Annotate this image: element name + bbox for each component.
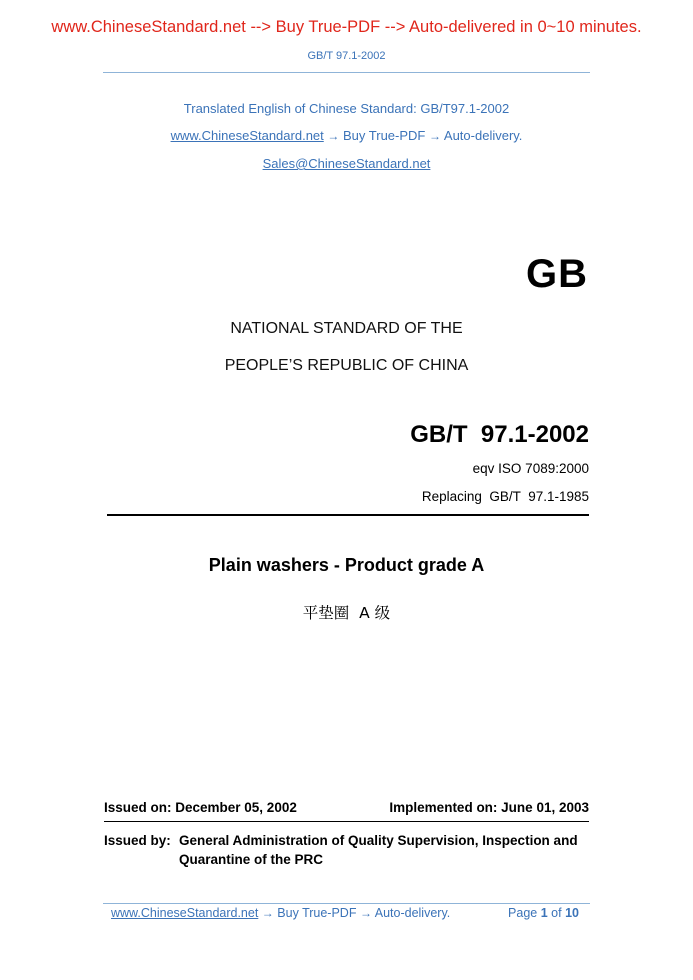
footer-divider bbox=[103, 903, 590, 904]
issued-by-line2: Quarantine of the PRC bbox=[179, 852, 324, 867]
dates-divider bbox=[104, 821, 589, 822]
national-standard-line2: PEOPLE’S REPUBLIC OF CHINA bbox=[224, 357, 469, 374]
document-title-chinese: 平垫圈 A 级 bbox=[302, 604, 391, 622]
document-title: Plain washers - Product grade A bbox=[208, 555, 485, 575]
issued-on-date: Issued on: December 05, 2002 bbox=[104, 800, 297, 815]
issued-by-line1: General Administration of Quality Supervision, Inspection and bbox=[179, 833, 578, 848]
auto-delivery-text: Auto-delivery. bbox=[443, 128, 523, 143]
issued-by-label: Issued by: bbox=[104, 833, 171, 848]
footer-site-link[interactable]: www.ChineseStandard.net bbox=[111, 906, 259, 920]
national-standard-line1: NATIONAL STANDARD OF THE bbox=[230, 320, 463, 337]
buy-true-pdf-text: Buy True-PDF bbox=[343, 128, 426, 143]
title-divider bbox=[107, 514, 589, 516]
gb-logo-mark: GB bbox=[526, 252, 588, 296]
equivalence-note: eqv ISO 7089:2000 bbox=[472, 461, 589, 476]
page-total: 10 bbox=[565, 906, 579, 920]
standard-number: GB/T 97.1-2002 bbox=[410, 421, 589, 448]
implemented-on-date: Implemented on: June 01, 2003 bbox=[389, 800, 589, 815]
footer-buy-text: Buy True-PDF bbox=[277, 906, 357, 920]
header-standard-code: GB/T 97.1-2002 bbox=[307, 50, 386, 62]
arrow-right-icon: → bbox=[261, 906, 274, 920]
arrow-right-icon: → bbox=[327, 129, 340, 143]
page-indicator bbox=[508, 906, 579, 920]
translation-line: Translated English of Chinese Standard: GB/T97.1-2002 bbox=[183, 101, 510, 116]
footer-site-line bbox=[111, 906, 450, 920]
page-label: Page bbox=[508, 906, 538, 920]
footer-auto-delivery-text: Auto-delivery. bbox=[374, 906, 451, 920]
site-line bbox=[0, 128, 693, 143]
header-divider bbox=[103, 72, 590, 73]
top-banner[interactable]: www.ChineseStandard.net --> Buy True-PDF --> Auto-delivered in 0~10 minutes. bbox=[51, 18, 642, 36]
of-label: of bbox=[551, 906, 562, 920]
arrow-right-icon: → bbox=[359, 906, 372, 920]
arrow-right-icon: → bbox=[429, 129, 441, 143]
email-line bbox=[0, 156, 693, 171]
email-link[interactable]: Sales@ChineseStandard.net bbox=[262, 156, 431, 171]
replacing-note: Replacing GB/T 97.1-1985 bbox=[421, 489, 589, 504]
page-current: 1 bbox=[540, 906, 548, 920]
site-link[interactable]: www.ChineseStandard.net bbox=[170, 128, 324, 143]
